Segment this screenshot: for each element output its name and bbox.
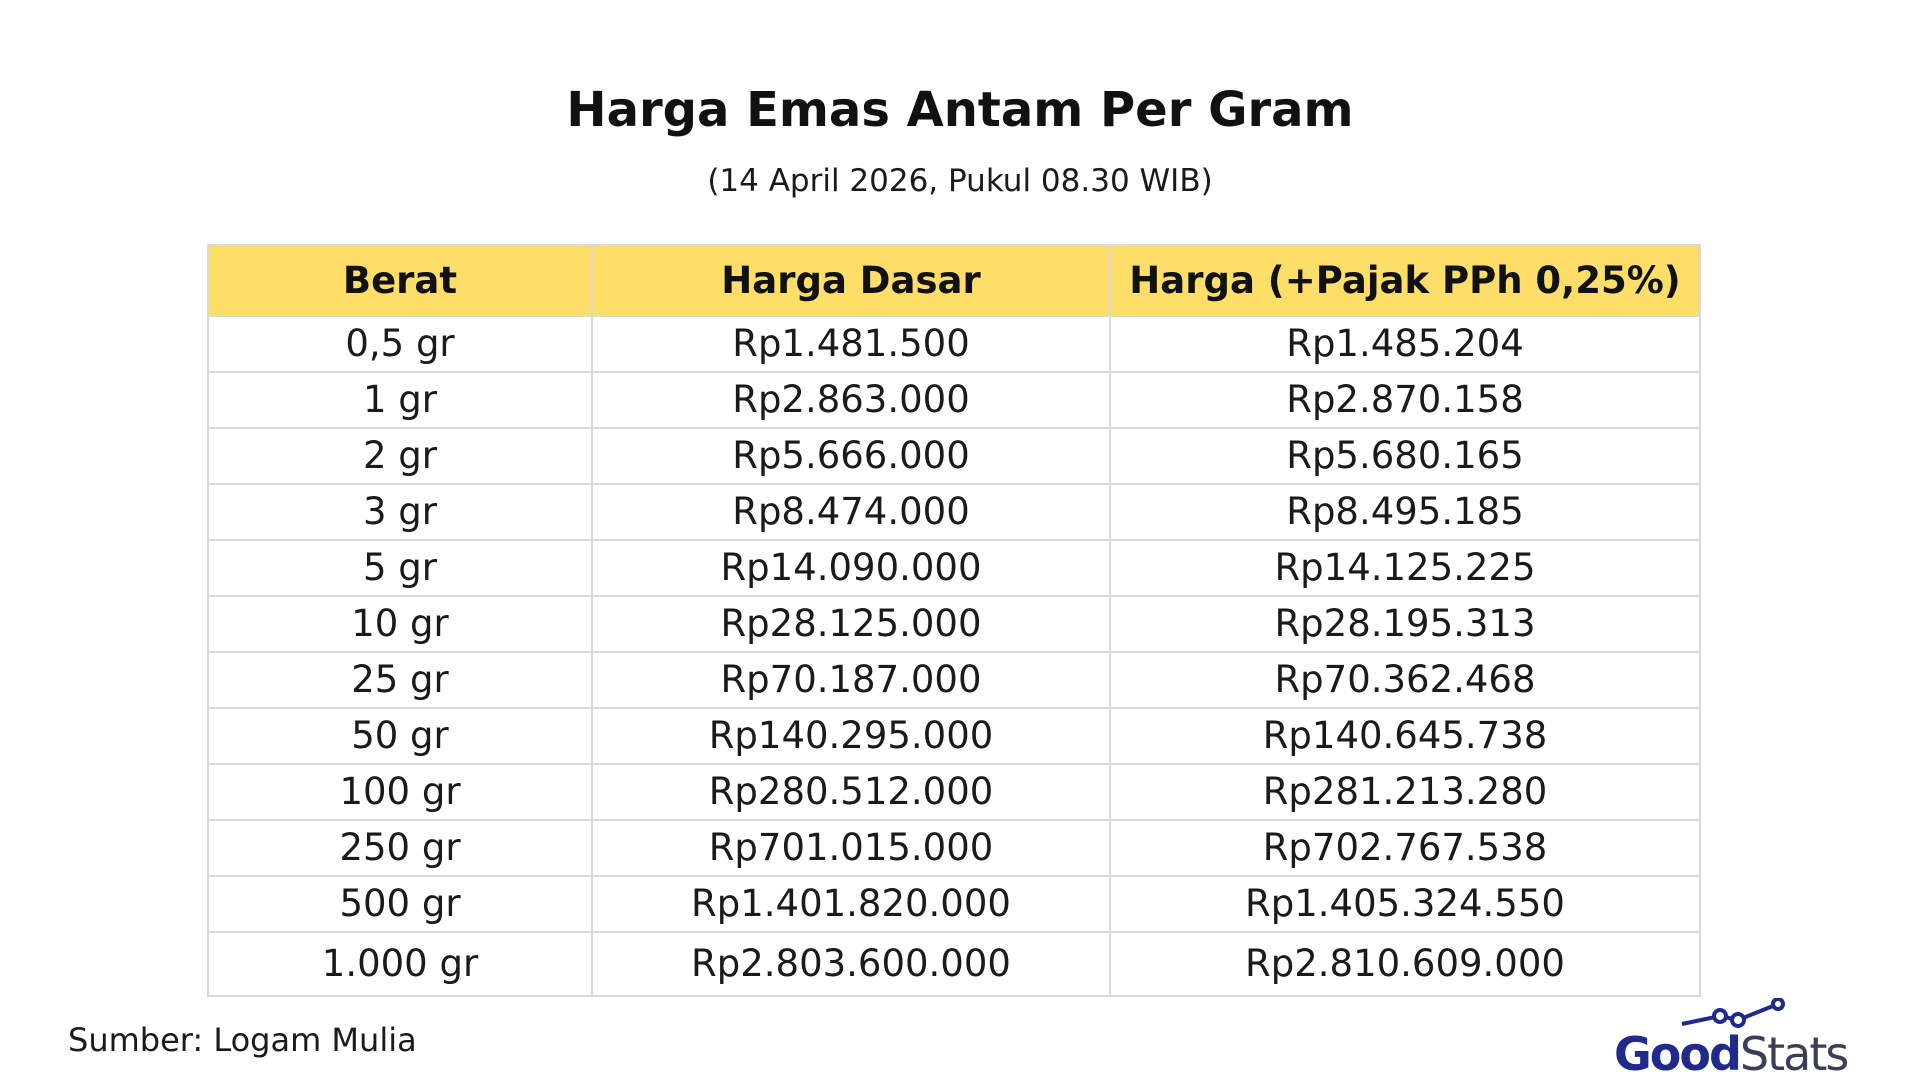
table-row — [208, 484, 1700, 540]
cell-berat: 50 gr — [208, 708, 592, 764]
cell-harga-dasar: Rp5.666.000 — [592, 428, 1110, 484]
cell-berat: 10 gr — [208, 596, 592, 652]
cell-berat: 500 gr — [208, 876, 592, 932]
cell-berat: 250 gr — [208, 820, 592, 876]
cell-berat: 25 gr — [208, 652, 592, 708]
cell-harga-dasar: Rp280.512.000 — [592, 764, 1110, 820]
table-body — [208, 316, 1700, 996]
table-row — [208, 652, 1700, 708]
cell-berat: 100 gr — [208, 764, 592, 820]
cell-berat: 0,5 gr — [208, 316, 592, 372]
cell-harga-pajak: Rp70.362.468 — [1110, 652, 1700, 708]
cell-harga-pajak: Rp5.680.165 — [1110, 428, 1700, 484]
table-row — [208, 316, 1700, 372]
cell-harga-pajak: Rp281.213.280 — [1110, 764, 1700, 820]
page-title: Harga Emas Antam Per Gram — [566, 82, 1354, 138]
cell-harga-pajak: Rp2.810.609.000 — [1110, 932, 1700, 996]
cell-harga-pajak: Rp2.870.158 — [1110, 372, 1700, 428]
goodstats-logo — [1610, 998, 1886, 1078]
svg-text:GoodStats — [1614, 1027, 1847, 1078]
cell-berat: 2 gr — [208, 428, 592, 484]
table-header-row — [208, 245, 1700, 316]
cell-harga-dasar: Rp1.481.500 — [592, 316, 1110, 372]
cell-harga-pajak: Rp702.767.538 — [1110, 820, 1700, 876]
cell-berat: 1.000 gr — [208, 932, 592, 996]
table-row — [208, 932, 1700, 996]
cell-harga-dasar: Rp8.474.000 — [592, 484, 1110, 540]
cell-harga-pajak: Rp28.195.313 — [1110, 596, 1700, 652]
table-row — [208, 372, 1700, 428]
cell-berat: 3 gr — [208, 484, 592, 540]
page-subtitle: (14 April 2026, Pukul 08.30 WIB) — [707, 163, 1213, 199]
cell-harga-dasar: Rp140.295.000 — [592, 708, 1110, 764]
cell-berat: 5 gr — [208, 540, 592, 596]
logo-text-stats: Stats — [1739, 1027, 1848, 1078]
table-row — [208, 764, 1700, 820]
source-note: Sumber: Logam Mulia — [68, 1021, 417, 1059]
cell-harga-pajak: Rp14.125.225 — [1110, 540, 1700, 596]
logo-text-good: Good — [1614, 1027, 1740, 1078]
cell-harga-dasar: Rp2.803.600.000 — [592, 932, 1110, 996]
table-row — [208, 540, 1700, 596]
cell-harga-dasar: Rp28.125.000 — [592, 596, 1110, 652]
cell-harga-pajak: Rp1.485.204 — [1110, 316, 1700, 372]
price-table — [207, 244, 1701, 997]
cell-harga-dasar: Rp701.015.000 — [592, 820, 1110, 876]
table-row — [208, 820, 1700, 876]
cell-berat: 1 gr — [208, 372, 592, 428]
cell-harga-dasar: Rp70.187.000 — [592, 652, 1110, 708]
column-header-berat: Berat — [208, 245, 592, 316]
column-header-harga-pajak: Harga (+Pajak PPh 0,25%) — [1110, 245, 1700, 316]
table-row — [208, 708, 1700, 764]
cell-harga-pajak: Rp8.495.185 — [1110, 484, 1700, 540]
logo-trend-icon — [1682, 999, 1783, 1026]
cell-harga-dasar: Rp1.401.820.000 — [592, 876, 1110, 932]
cell-harga-dasar: Rp14.090.000 — [592, 540, 1110, 596]
table-row — [208, 596, 1700, 652]
cell-harga-pajak: Rp1.405.324.550 — [1110, 876, 1700, 932]
table-row — [208, 428, 1700, 484]
cell-harga-dasar: Rp2.863.000 — [592, 372, 1110, 428]
cell-harga-pajak: Rp140.645.738 — [1110, 708, 1700, 764]
table-row — [208, 876, 1700, 932]
column-header-harga-dasar: Harga Dasar — [592, 245, 1110, 316]
